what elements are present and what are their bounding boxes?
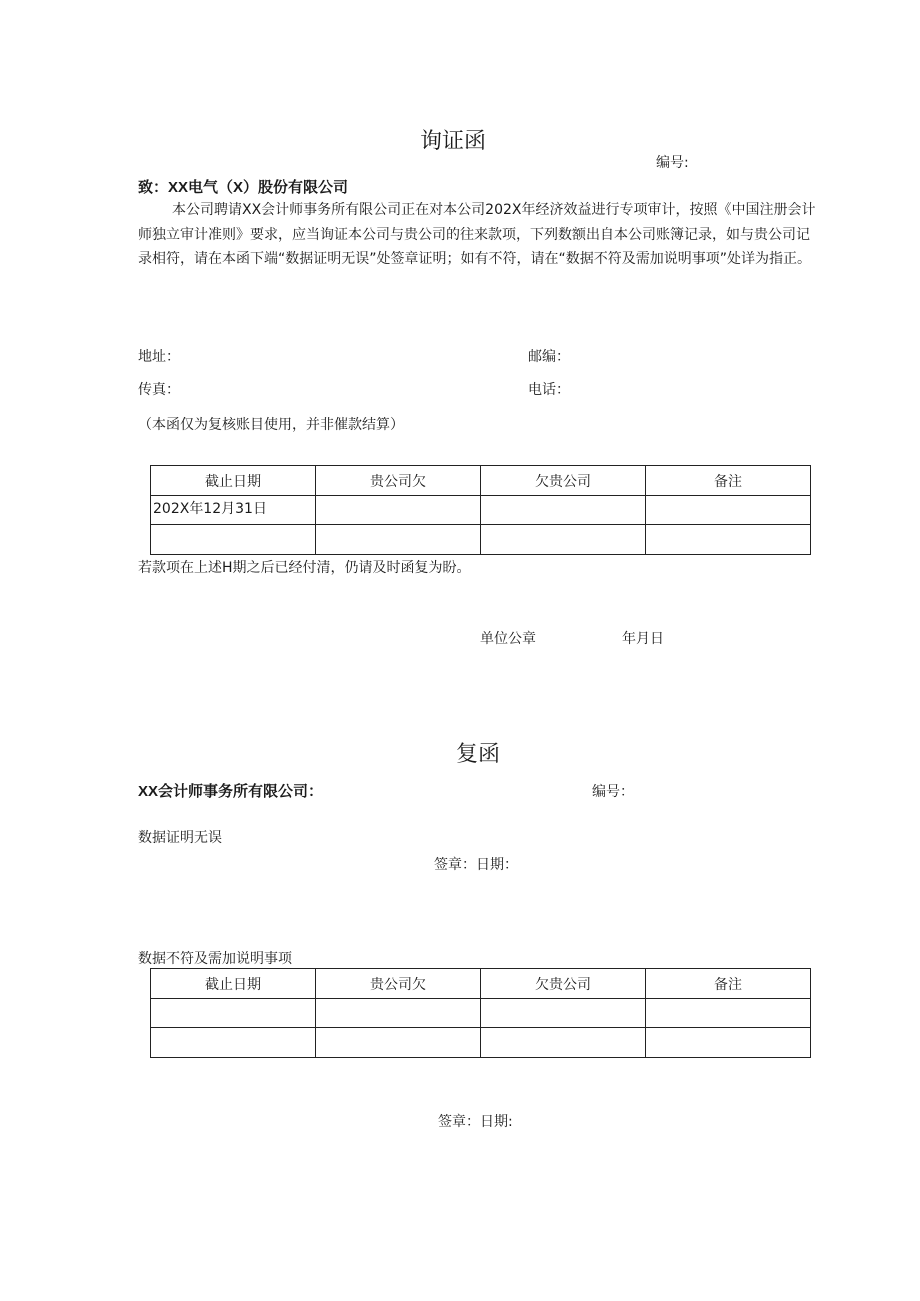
table-cell: [316, 496, 481, 525]
table-cell: [316, 1028, 481, 1058]
table-cell: [646, 999, 811, 1028]
table-header-cell: 截止日期: [151, 466, 316, 496]
table-header-cell: 欠贵公司: [481, 466, 646, 496]
table-header-row: [151, 466, 811, 496]
sign-date-1: 签章：日期：: [434, 857, 518, 873]
address-label: 地址：: [138, 349, 180, 365]
reply-title: 复函: [456, 742, 501, 767]
table-row: [151, 999, 811, 1028]
inquiry-body: 本公司聘请XX会计师事务所有限公司正在对本公司202X年经济效益进行专项审计，按照《中国注册会计师独立审计准则》要求，应当询证本公司与贵公司的往来款项，下列数额出自本公司账簿记录，如与贵公司记录相符，请在本函下端“数据证明无误”处签章证明；如有不符，请在“数据不符及需加说明事项”处详为指正。: [138, 202, 816, 267]
table-row: [151, 525, 811, 555]
table-cell: [646, 496, 811, 525]
table-header-cell: 备注: [646, 466, 811, 496]
table-header-cell: 贵公司欠: [316, 466, 481, 496]
date-label: 年月日: [622, 631, 664, 647]
confirmed-label: 数据证明无误: [138, 830, 222, 846]
seal-label: 单位公章: [480, 631, 536, 647]
table-header-cell: 备注: [646, 969, 811, 999]
table-cell: [646, 525, 811, 555]
table-header-cell: 截止日期: [151, 969, 316, 999]
table-header-row: [151, 969, 811, 999]
table-cell: [151, 525, 316, 555]
table-cell: [481, 496, 646, 525]
inquiry-addressee: 致：XX电气（X）股份有限公司: [138, 179, 349, 196]
paid-note: 若款项在上述H期之后已经付清，仍请及时函复为盼。: [138, 560, 471, 576]
table-cell: 202X年12月31日: [151, 496, 316, 525]
inquiry-table: [150, 465, 811, 555]
table-cell: [151, 999, 316, 1028]
discrepancy-label: 数据不符及需加说明事项: [138, 951, 292, 967]
table-cell: [151, 1028, 316, 1058]
table-row: [151, 496, 811, 525]
inquiry-title: 询证函: [420, 129, 487, 154]
reply-table: [150, 968, 811, 1058]
table-cell: [316, 999, 481, 1028]
inquiry-number-label: 编号:: [656, 155, 689, 171]
postcode-label: 邮编：: [528, 349, 570, 365]
table-cell: [646, 1028, 811, 1058]
reply-addressee: [138, 780, 323, 801]
fax-label: 传真：: [138, 382, 180, 398]
table-cell: [481, 999, 646, 1028]
table-header-cell: 欠贵公司: [481, 969, 646, 999]
table-header-cell: 贵公司欠: [316, 969, 481, 999]
table-row: [151, 1028, 811, 1058]
phone-label: 电话：: [528, 382, 570, 398]
table-cell: [481, 1028, 646, 1058]
table-cell: [481, 525, 646, 555]
inquiry-note: （本函仅为复核账目使用，并非催款结算）: [138, 417, 404, 433]
sign-date-2: 签章：日期:: [438, 1114, 513, 1130]
reply-addressee-text: XX会计师事务所有限公司：: [138, 783, 324, 800]
table-cell: [316, 525, 481, 555]
reply-number-label: 编号：: [592, 784, 634, 800]
